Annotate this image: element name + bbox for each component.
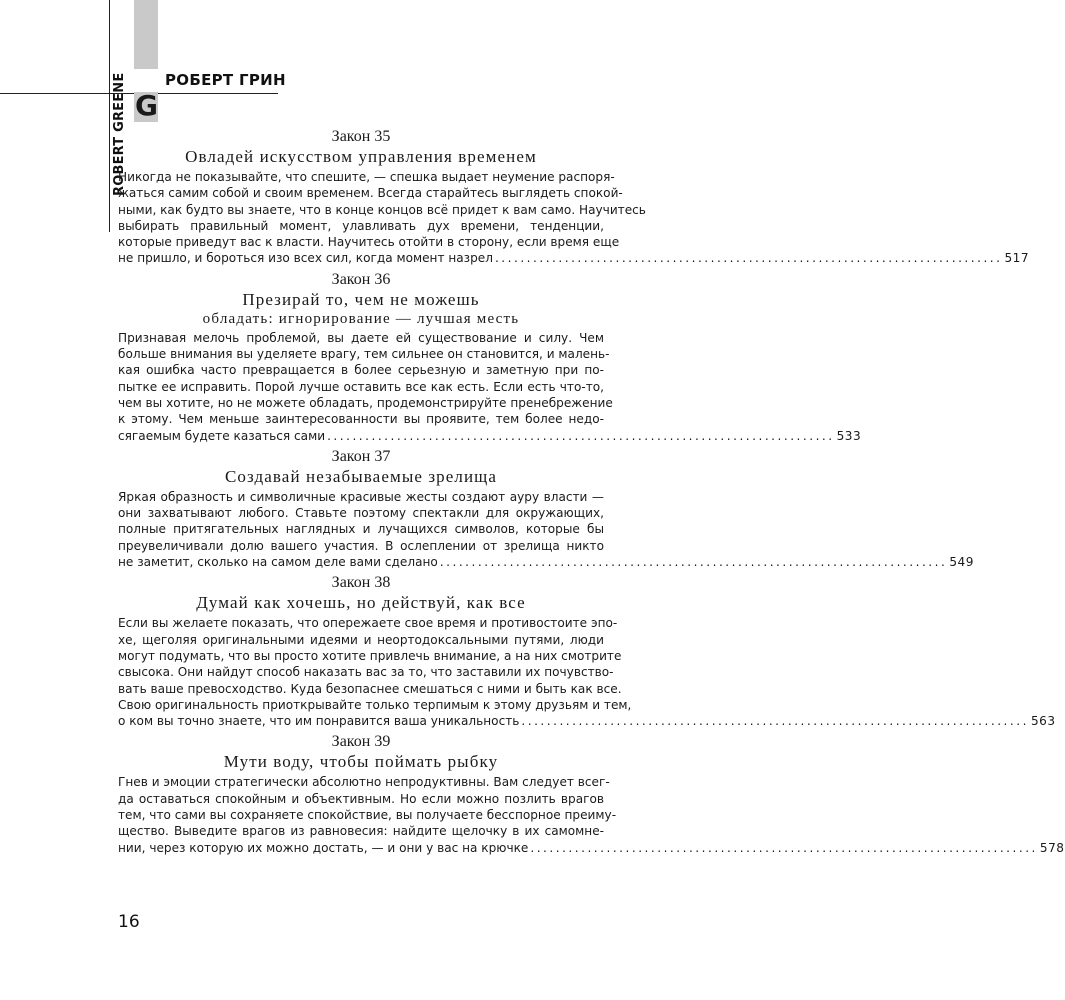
- law-description: [118, 774, 1065, 855]
- text-line: сягаемым будете казаться сами: [118, 428, 326, 443]
- law-title: Создавай незабываемые зрелища: [224, 466, 498, 486]
- margin-rule: [109, 0, 110, 232]
- text-line: преувеличивали долю вашего участия. В ослеплении от зрелища никто: [118, 538, 604, 553]
- toc-page-reference[interactable]: 563: [1030, 714, 1056, 729]
- toc-entry-line: [118, 428, 862, 444]
- law-title: Презирай то, чем не можешь: [242, 289, 480, 309]
- dot-leader: ................................................................................: [521, 714, 1029, 729]
- logo-mark: [134, 89, 158, 122]
- toc-entry-line: [118, 250, 1030, 266]
- logo-letter: G: [135, 89, 158, 122]
- text-line: Свою оригинальность приоткрывайте только терпимым к этому друзьям и тем,: [118, 697, 632, 712]
- text-line: щество. Выведите врагов из равновесия: найдите щелочку в их самомне-: [118, 824, 604, 839]
- text-line: Никогда не показывайте, что спешите, — спешка выдает неумение распоря-: [118, 170, 615, 184]
- toc-page-reference[interactable]: 517: [1004, 251, 1030, 266]
- page-number: 16: [118, 912, 140, 932]
- text-line: Яркая образность и символичные красивые жесты создают ауру власти —: [118, 489, 604, 504]
- law-entry: [118, 573, 1056, 729]
- toc-page-reference[interactable]: 578: [1039, 840, 1065, 855]
- law-title: Овладей искусством управления временем: [185, 147, 537, 166]
- text-line: нии, через которую их можно достать, — и они у вас на крючке: [118, 840, 529, 855]
- toc-entry-line: [118, 554, 974, 570]
- text-line: Если вы желаете показать, что опережаете свое время и противостоите эпо-: [118, 616, 618, 631]
- dot-leader: ................................................................................: [494, 251, 1003, 266]
- law-number: Закон 39: [331, 733, 391, 751]
- table-of-contents: [118, 127, 1065, 859]
- law-description: [118, 615, 1056, 729]
- text-line: выбирать правильный момент, улавливать дух времени, тенденции,: [118, 218, 604, 233]
- text-line: которые приведут вас к власти. Научитесь отойти в сторону, если время еще: [118, 235, 620, 250]
- law-description: [118, 489, 974, 570]
- law-entry: [118, 447, 974, 570]
- toc-page-reference[interactable]: 533: [836, 428, 862, 443]
- text-line: ными, как будто вы знаете, что в конце концов всё придет к вам само. Научитесь: [118, 202, 646, 217]
- text-line: чем вы хотите, но не можете обладать, продемонстрируйте пренебрежение: [118, 395, 613, 410]
- text-line: хе, щеголяя оригинальными идеями и неортодоксальными путями, люди: [118, 632, 604, 647]
- text-line: могут подумать, что вы просто хотите привлечь внимание, а на них смотрите: [118, 648, 622, 663]
- text-line: больше внимания вы уделяете врагу, тем сильнее он становится, и малень-: [118, 347, 610, 362]
- text-line: Гнев и эмоции стратегически абсолютно непродуктивны. Вам следует всег-: [118, 775, 610, 790]
- law-number: Закон 35: [331, 128, 391, 145]
- text-line: жаться самим собой и своим временем. Всегда старайтесь выглядеть спокой-: [118, 186, 623, 201]
- text-line: не пришло, и бороться изо всех сил, когда момент назрел: [118, 251, 493, 266]
- dot-leader: ................................................................................: [530, 840, 1038, 855]
- text-line: к этому. Чем меньше заинтересованности вы проявите, тем более недо-: [118, 412, 604, 427]
- side-running-title: ROBERT GREENE: [112, 72, 127, 196]
- text-line: они захватывают любого. Ставьте поэтому спектакли для окружающих,: [118, 506, 604, 521]
- law-title: Думай как хочешь, но действуй, как все: [196, 593, 526, 613]
- text-line: пытке ее исправить. Порой лучше оставить все как есть. Если есть что-то,: [118, 379, 604, 394]
- law-entry: [118, 732, 1065, 855]
- law-subtitle: обладать: игнорирование — лучшая месть: [202, 310, 520, 327]
- toc-entry-line: [118, 840, 1065, 856]
- text-line: да оставаться спокойным и объективным. Но если можно позлить врагов: [118, 791, 604, 806]
- toc-page-reference[interactable]: 549: [949, 555, 974, 570]
- law-entry: [118, 270, 862, 444]
- text-line: не заметит, сколько на самом деле вами сделано: [118, 555, 438, 570]
- law-number: Закон 37: [331, 447, 391, 465]
- law-number: Закон 38: [331, 574, 391, 592]
- text-line: о ком вы точно знаете, что им понравится ваша уникальность: [118, 714, 520, 729]
- text-line: свысока. Они найдут способ наказать вас за то, что заставили их почувство-: [118, 665, 614, 680]
- grey-header-tab: [134, 0, 158, 69]
- text-line: вать ваше превосходство. Куда безопаснее смешаться с ними и быть как все.: [118, 681, 622, 696]
- law-number: Закон 36: [331, 270, 391, 288]
- text-line: кая ошибка часто превращается в более серьезную и заметную при по-: [118, 363, 604, 378]
- text-line: тем, что сами вы сохраняете спокойствие, вы получаете бесспорное преиму-: [118, 808, 617, 823]
- law-title: Мути воду, чтобы поймать рыбку: [223, 752, 499, 772]
- dot-leader: ................................................................................: [327, 428, 835, 443]
- text-line: полные притягательных наглядных и лучащихся символов, которые бы: [118, 522, 604, 537]
- law-description: [118, 330, 862, 444]
- law-description: [118, 169, 1030, 267]
- toc-entry-line: [118, 713, 1056, 729]
- law-entry: [118, 127, 1030, 267]
- running-header-title: РОБЕРТ ГРИН: [165, 71, 286, 89]
- text-line: Признавая мелочь проблемой, вы даете ей существование и силу. Чем: [118, 330, 604, 345]
- dot-leader: ................................................................................: [439, 555, 948, 570]
